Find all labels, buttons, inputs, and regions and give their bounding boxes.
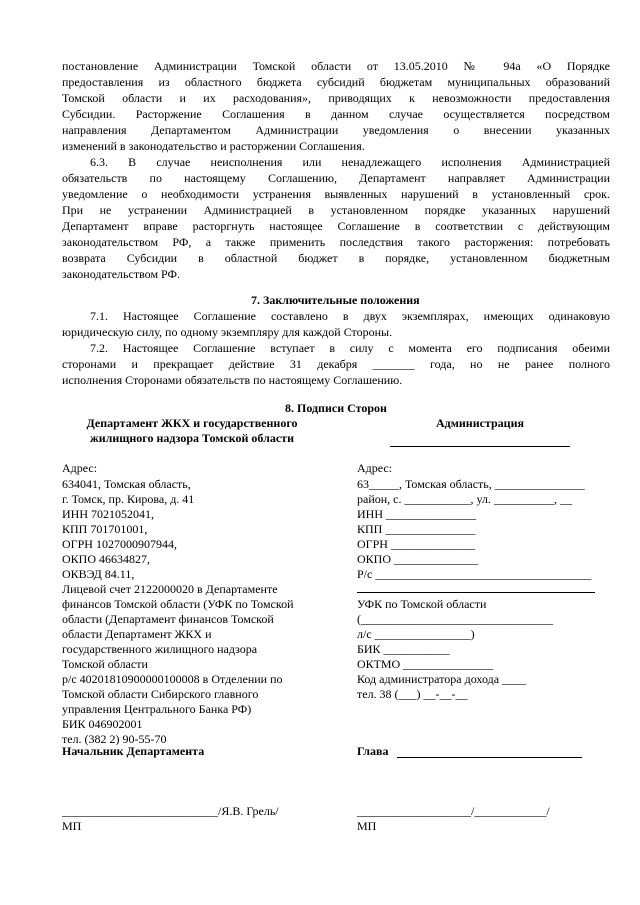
stamp-place-right: МП <box>357 819 377 833</box>
requisite-line: Томской области <box>62 657 148 671</box>
text-line: исполнения Сторонами обязательств по настоящему Соглашению. <box>62 373 403 387</box>
text-line: постановление Администрации Томской области от 13.05.2010 № 94а «О Порядке <box>62 59 610 73</box>
requisite-line: финансов Томской области (УФК по Томской <box>62 597 294 611</box>
requisite-line: КПП _______________ <box>357 522 476 536</box>
right-party-title: Администрация <box>435 416 524 430</box>
requisite-line: Адрес: <box>62 461 98 475</box>
text-line: законодательством РФ, а также применить последствия такого расторжения: потребовать <box>62 235 610 249</box>
text-line: Субсидии. Расторжение Соглашения в данном случае осуществляется посредством <box>62 107 610 121</box>
text-line: направления Департаментом Администрации уведомления о внесении указанных <box>62 123 610 137</box>
signer-underline <box>397 757 582 758</box>
requisite-line: УФК по Томской области <box>357 597 487 611</box>
section-8-heading: 8. Подписи Сторон <box>285 401 387 415</box>
text-line: обязательств по настоящему Соглашению, Департамент направляет Администрации <box>62 171 610 185</box>
text-line: 7.1. Настоящее Соглашение составлено в двух экземплярах, имеющих одинаковую <box>90 309 610 323</box>
requisite-line: 634041, Томская область, <box>62 477 191 491</box>
text-line: законодательством РФ. <box>62 267 180 281</box>
text-line: изменений в законодательство и расторжении Соглашения. <box>62 139 365 153</box>
requisite-line: район, с. ___________, ул. __________, __ <box>357 492 572 506</box>
requisite-line: КПП 701701001, <box>62 522 148 536</box>
text-line: 7.2. Настоящее Соглашение вступает в силу с момента его подписания обеими <box>90 341 610 355</box>
requisite-line: ОКПО 46634827, <box>62 552 151 566</box>
requisite-line: Р/с ____________________________________ <box>357 567 592 581</box>
requisite-line: л/с ________________) <box>357 627 475 641</box>
section-7-heading: 7. Заключительные положения <box>251 293 420 307</box>
text-line: возврата Субсидии в областной бюджет в порядке, установленном бюджетным <box>62 251 610 265</box>
text-line: юридическую силу, по одному экземпляру для каждой Стороны. <box>62 325 393 339</box>
left-party-title: жилищного надзора Томской области <box>90 431 294 445</box>
text-line: 6.3. В случае неисполнения или ненадлежащего исполнения Администрацией <box>90 155 610 169</box>
text-line: Департамент вправе расторгнуть настоящее Соглашение в соответствии с действующим <box>62 219 610 233</box>
title-underline <box>390 446 570 447</box>
requisite-line: 63_____, Томская область, _______________ <box>357 477 585 491</box>
text-line: Томской области и их расходования», приводящих к невозможности предоставления <box>62 91 610 105</box>
stamp-place-left: МП <box>62 819 82 833</box>
left-party-title: Департамент ЖКХ и государственного <box>86 416 298 430</box>
text-line: сторонами и прекращает действие 31 декабря _______ года, но не ранее полного <box>62 357 610 371</box>
requisite-line: ИНН _______________ <box>357 507 476 521</box>
requisite-line: БИК 046902001 <box>62 717 143 731</box>
requisite-line: (________________________________ <box>357 612 553 626</box>
requisite-line: ОГРН ______________ <box>357 537 475 551</box>
requisite-line: Лицевой счет 2122000020 в Департаменте <box>62 582 278 596</box>
requisite-line: управления Центрального Банка РФ) <box>62 702 252 716</box>
requisite-line: области Департамент ЖКХ и <box>62 627 212 641</box>
requisite-line: ОКТМО _______________ <box>357 657 494 671</box>
text-line: При не устранении Администрацией в установленном порядке указанных нарушений <box>62 203 610 217</box>
requisite-line: Адрес: <box>357 461 393 475</box>
text-line: уведомление о необходимости устранения выявленных нарушений в установленный срок. <box>62 187 610 201</box>
right-signer-title: Глава <box>357 744 389 758</box>
requisite-line: ИНН 7021052041, <box>62 507 154 521</box>
requisite-line: тел. 38 (___) __-__-__ <box>357 687 468 701</box>
requisite-line: Код администратора дохода ____ <box>357 672 527 686</box>
requisite-line: г. Томск, пр. Кирова, д. 41 <box>62 492 195 506</box>
text-line: предоставления из областного бюджета субсидий бюджетам муниципальных образований <box>62 75 610 89</box>
left-signer-title: Начальник Департамента <box>62 744 205 758</box>
requisite-line: БИК ___________ <box>357 642 450 656</box>
requisite-line: ОКВЭД 84.11, <box>62 567 135 581</box>
left-signature-line: __________________________/Я.В. Грель/ <box>62 804 279 818</box>
blank-underline <box>357 592 595 593</box>
requisite-line: ОГРН 1027000907944, <box>62 537 177 551</box>
requisite-line: р/с 40201810900000100008 в Отделении по <box>62 672 283 686</box>
requisite-line: тел. (382 2) 90-55-70 <box>62 732 167 746</box>
requisite-line: области (Департамент финансов Томской <box>62 612 274 626</box>
requisite-line: Томской области Сибирского главного <box>62 687 259 701</box>
right-signature-line: ___________________/____________/ <box>357 804 550 818</box>
requisite-line: государственного жилищного надзора <box>62 642 258 656</box>
requisite-line: ОКПО ______________ <box>357 552 479 566</box>
